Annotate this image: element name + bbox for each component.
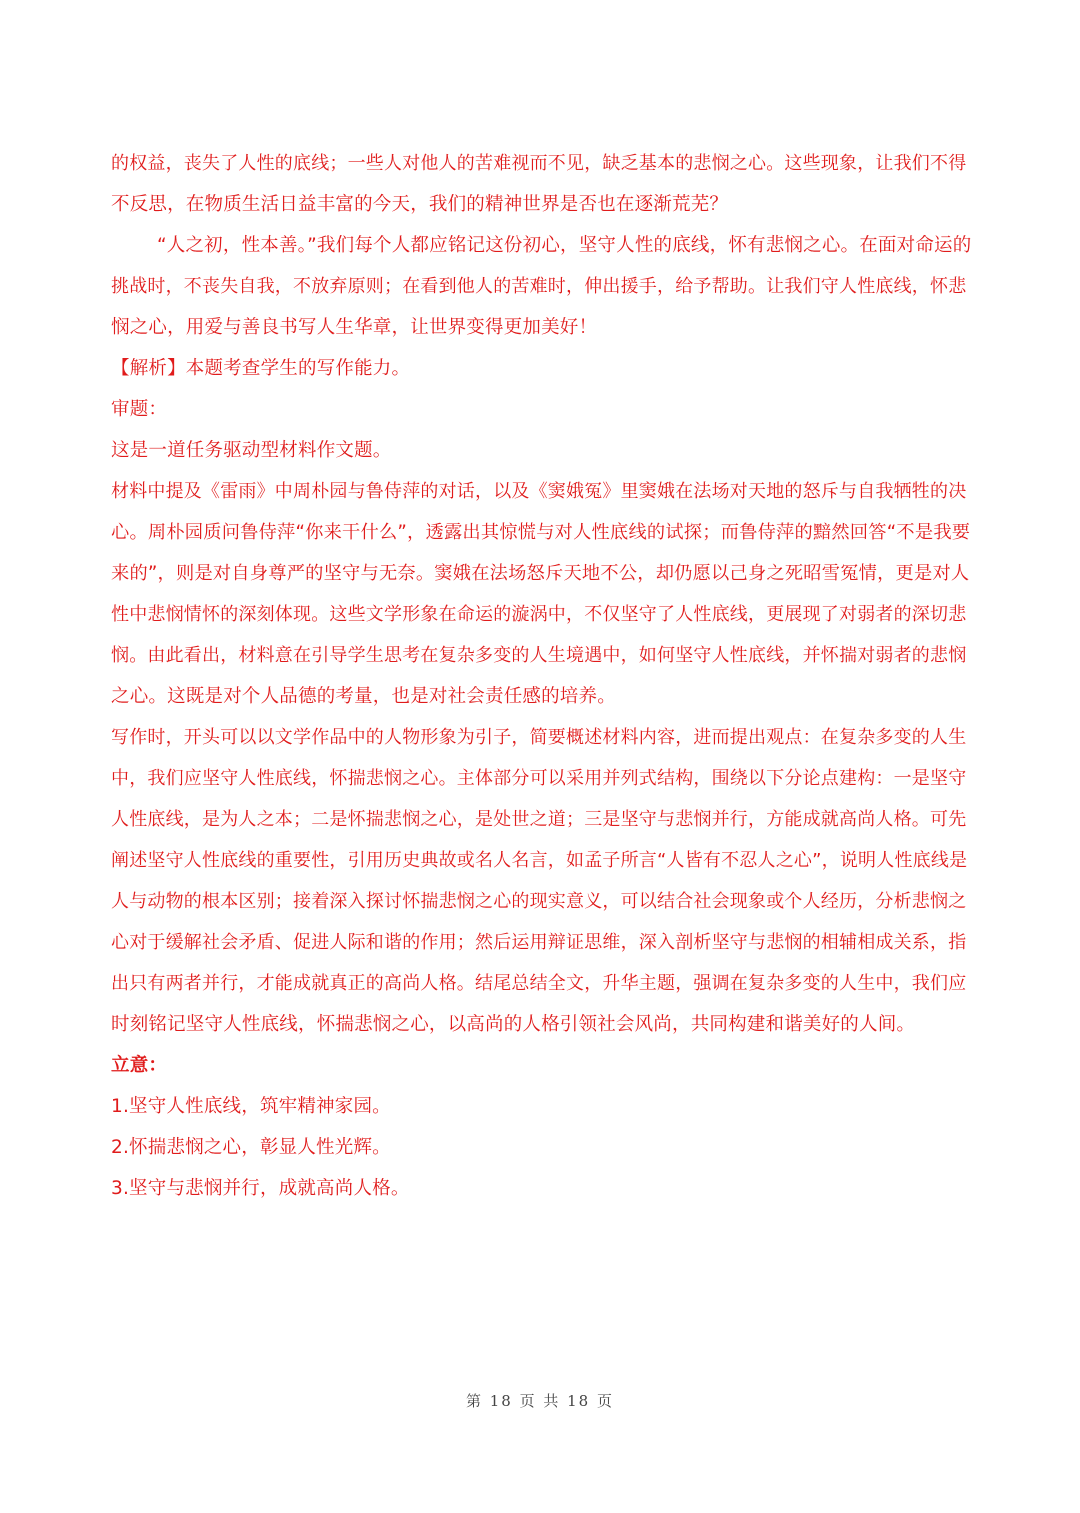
writing-line-6: 心对于缓解社会矛盾、促进人际和谐的作用；然后运用辩证思维，深入剖析坚守与悲悯的相辅相成关系，指 bbox=[111, 932, 967, 953]
writing-line-3: 人性底线，是为人之本；二是怀揣悲悯之心，是处世之道；三是坚守与悲悯并行，方能成就高尚人格。可先 bbox=[111, 809, 967, 830]
writing-line-4: 阐述坚守人性底线的重要性，引用历史典故或名人名言，如孟子所言“人皆有不忍人之心”，说明人性底线是 bbox=[111, 850, 968, 871]
analysis-heading: 【解析】本题考查学生的写作能力。 bbox=[111, 358, 411, 379]
review-heading: 审题： bbox=[111, 399, 168, 420]
thesis-item-1: 1.坚守人性底线，筑牢精神家园。 bbox=[111, 1096, 391, 1117]
analysis-line-4: 来的”，则是对自身尊严的坚守与无奈。窦娥在法场怒斥天地不公，却仍愿以己身之死昭雪冤情，更是对人 bbox=[111, 563, 970, 584]
thesis-item-3: 3.坚守与悲悯并行，成就高尚人格。 bbox=[111, 1178, 410, 1199]
essay-line-3: “人之初，性本善。”我们每个人都应铭记这份初心，坚守人性的底线，怀有悲悯之心。在面对命运的 bbox=[157, 235, 972, 256]
document-body bbox=[111, 143, 971, 1209]
page-number-footer: 第 18 页 共 18 页 bbox=[465, 1392, 614, 1410]
writing-line-2: 中，我们应坚守人性底线，怀揣悲悯之心。主体部分可以采用并列式结构，围绕以下分论点建构：一是坚守 bbox=[111, 768, 967, 789]
thesis-heading: 立意： bbox=[111, 1055, 168, 1076]
essay-line-2: 不反思，在物质生活日益丰富的今天，我们的精神世界是否也在逐渐荒芜？ bbox=[111, 194, 729, 215]
analysis-line-5: 性中悲悯情怀的深刻体现。这些文学形象在命运的漩涡中，不仅坚守了人性底线，更展现了对弱者的深切悲 bbox=[111, 604, 967, 625]
essay-line-1: 的权益，丧失了人性的底线；一些人对他人的苦难视而不见，缺乏基本的悲悯之心。这些现象，让我们不得 bbox=[111, 153, 967, 174]
analysis-line-3: 心。周朴园质问鲁侍萍“你来干什么”，透露出其惊慌与对人性底线的试探；而鲁侍萍的黯然回答“不是我要 bbox=[111, 522, 971, 543]
thesis-item-2: 2.怀揣悲悯之心，彰显人性光辉。 bbox=[111, 1137, 391, 1158]
analysis-line-7: 之心。这既是对个人品德的考量，也是对社会责任感的培养。 bbox=[111, 686, 616, 707]
writing-line-7: 出只有两者并行，才能成就真正的高尚人格。结尾总结全文，升华主题，强调在复杂多变的人生中，我们应 bbox=[111, 973, 967, 994]
essay-line-5: 悯之心，用爱与善良书写人生华章，让世界变得更加美好！ bbox=[111, 317, 598, 338]
writing-line-8: 时刻铭记坚守人性底线，怀揣悲悯之心，以高尚的人格引领社会风尚，共同构建和谐美好的人间。 bbox=[111, 1014, 916, 1035]
writing-line-5: 人与动物的根本区别；接着深入探讨怀揣悲悯之心的现实意义，可以结合社会现象或个人经历，分析悲悯之 bbox=[111, 891, 967, 912]
writing-line-1: 写作时，开头可以以文学作品中的人物形象为引子，简要概述材料内容，进而提出观点：在复杂多变的人生 bbox=[111, 727, 967, 748]
analysis-line-1: 这是一道任务驱动型材料作文题。 bbox=[111, 440, 392, 461]
analysis-line-6: 悯。由此看出，材料意在引导学生思考在复杂多变的人生境遇中，如何坚守人性底线，并怀揣对弱者的悲悯 bbox=[111, 645, 967, 666]
analysis-line-2: 材料中提及《雷雨》中周朴园与鲁侍萍的对话，以及《窦娥冤》里窦娥在法场对天地的怒斥与自我牺牲的决 bbox=[111, 481, 967, 502]
essay-line-4: 挑战时，不丧失自我，不放弃原则；在看到他人的苦难时，伸出援手，给予帮助。让我们守人性底线，怀悲 bbox=[111, 276, 967, 297]
